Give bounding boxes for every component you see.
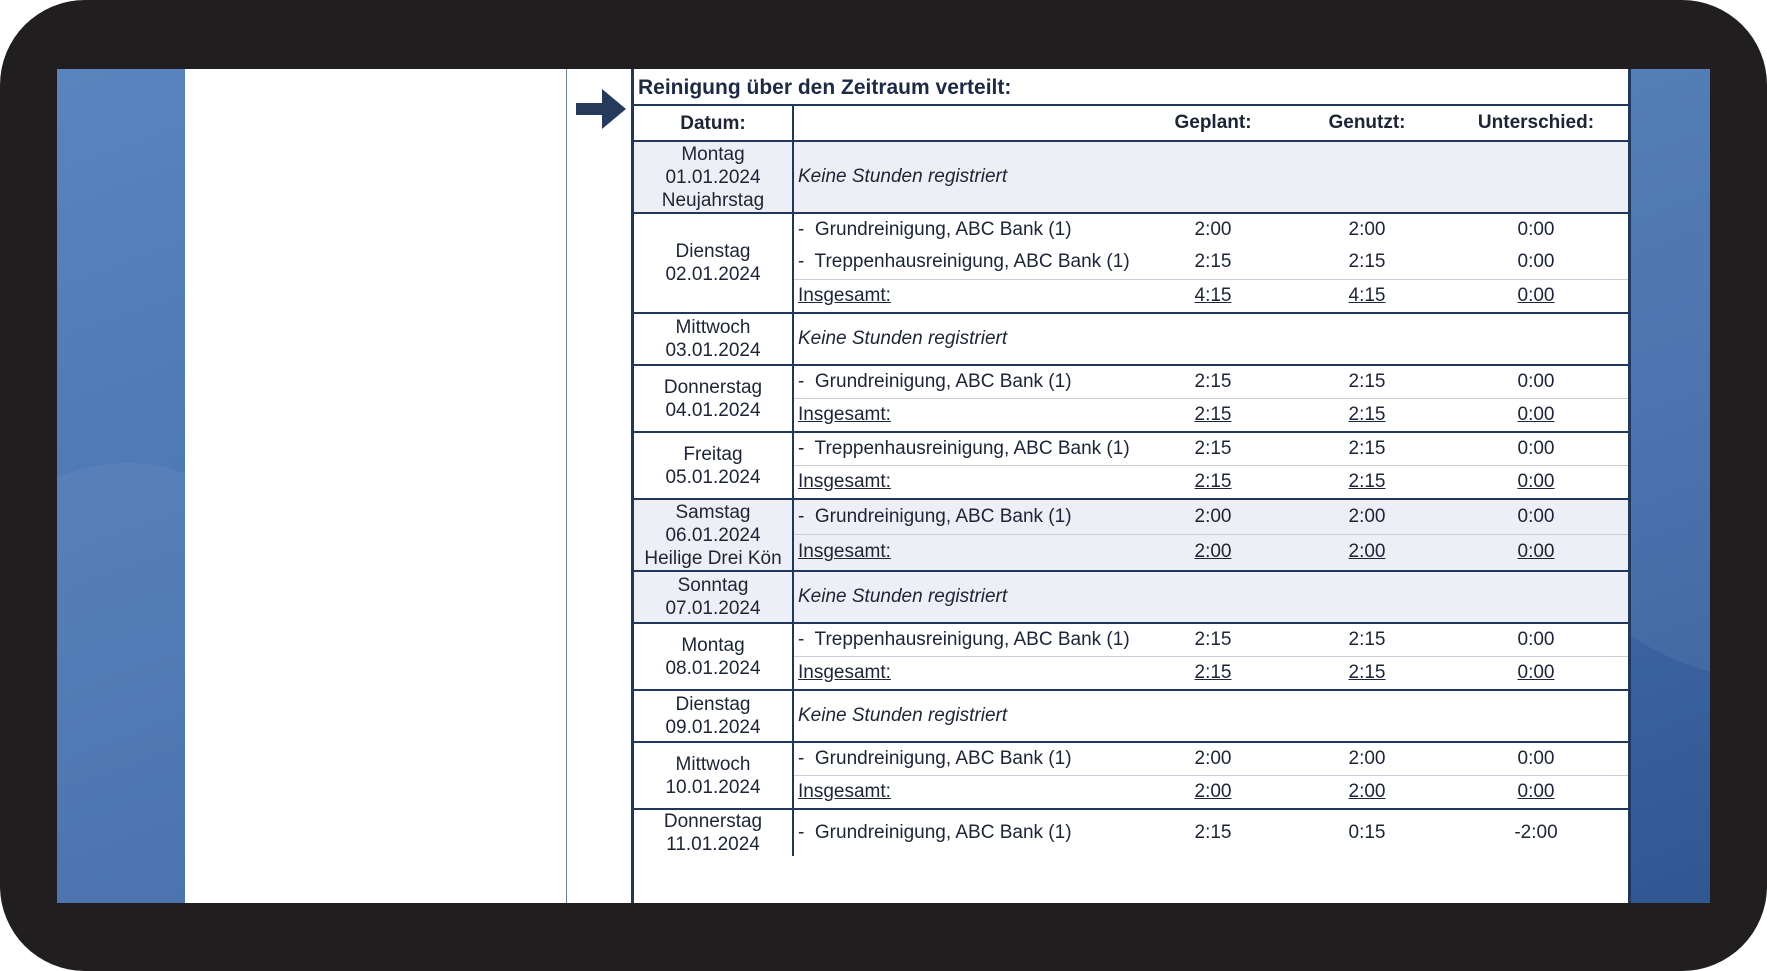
diff-value: 0:00 [1444, 623, 1628, 656]
page-area [185, 69, 1595, 903]
header-datum: Datum: [634, 106, 793, 141]
day-weekday: Montag [681, 634, 745, 656]
total-geplant[interactable]: 2:15 [1194, 661, 1232, 683]
task-cell: - Treppenhausreinigung, ABC Bank (1) [793, 432, 1136, 465]
total-genutzt[interactable]: 2:15 [1348, 470, 1386, 492]
day-holiday: Neujahrstag [661, 189, 765, 211]
geplant-value: 2:00 [1136, 499, 1290, 534]
total-diff[interactable]: 0:00 [1517, 541, 1555, 563]
cleaning-table [634, 106, 1628, 856]
header-unterschied: Unterschied: [1444, 106, 1628, 141]
total-geplant[interactable]: 2:15 [1194, 470, 1232, 492]
geplant-value: 2:15 [1136, 623, 1290, 656]
day-date: 06.01.2024 [665, 524, 761, 546]
task-cell: - Treppenhausreinigung, ABC Bank (1) [793, 623, 1136, 656]
total-genutzt[interactable]: 2:00 [1348, 780, 1386, 802]
task-cell: - Grundreinigung, ABC Bank (1) [793, 365, 1136, 398]
total-genutzt[interactable]: 2:15 [1348, 661, 1386, 683]
day-date: 11.01.2024 [666, 834, 760, 855]
diff-value: 0:00 [1444, 499, 1628, 534]
genutzt-value: 2:15 [1290, 365, 1444, 398]
genutzt-value: 2:15 [1290, 623, 1444, 656]
diff-value: 0:00 [1444, 742, 1628, 775]
task-cell: - Grundreinigung, ABC Bank (1) [793, 809, 1136, 856]
header-geplant: Geplant: [1136, 106, 1290, 141]
day-weekday: Sonntag [677, 575, 749, 596]
total-label[interactable]: Insgesamt: [798, 661, 891, 683]
total-label[interactable]: Insgesamt: [798, 403, 891, 425]
total-genutzt[interactable]: 2:00 [1348, 541, 1386, 563]
total-label[interactable]: Insgesamt: [798, 470, 891, 492]
no-hours-label: Keine Stunden registriert [793, 141, 1628, 213]
geplant-value: 2:00 [1136, 213, 1290, 246]
no-hours-label: Keine Stunden registriert [793, 690, 1628, 742]
diff-value: 0:00 [1444, 213, 1628, 246]
geplant-value: 2:15 [1136, 809, 1290, 856]
day-date-cell [634, 313, 793, 365]
table-row [634, 141, 1628, 213]
sidebar-divider [566, 69, 567, 903]
task-name: Grundreinigung, ABC Bank (1) [814, 822, 1072, 843]
arrow-right-icon [572, 83, 630, 135]
day-date-cell [634, 571, 793, 623]
day-date-cell [634, 499, 793, 571]
day-date-cell [634, 432, 793, 499]
day-weekday: Mittwoch [675, 753, 751, 775]
total-label[interactable]: Insgesamt: [798, 780, 891, 802]
day-weekday: Mittwoch [675, 317, 751, 338]
genutzt-value: 2:00 [1290, 213, 1444, 246]
total-geplant[interactable]: 4:15 [1194, 284, 1232, 306]
task-name: Treppenhausreinigung, ABC Bank (1) [814, 251, 1130, 273]
header-task [793, 106, 1136, 141]
genutzt-value: 2:00 [1290, 499, 1444, 534]
total-geplant[interactable]: 2:00 [1194, 541, 1232, 563]
genutzt-value: 2:15 [1348, 251, 1386, 273]
table-body [634, 141, 1628, 856]
table-row [634, 213, 1628, 246]
day-date-cell [634, 623, 793, 690]
day-date: 09.01.2024 [665, 717, 761, 738]
total-genutzt[interactable]: 4:15 [1348, 284, 1386, 306]
task-cell: - Grundreinigung, ABC Bank (1) [793, 742, 1136, 775]
day-date: 02.01.2024 [665, 264, 761, 285]
total-diff[interactable]: 0:00 [1517, 661, 1555, 683]
day-date: 01.01.2024 [665, 166, 761, 188]
day-weekday: Dienstag [675, 241, 751, 262]
total-genutzt[interactable]: 2:15 [1348, 403, 1386, 425]
geplant-value: 2:00 [1136, 742, 1290, 775]
day-date-cell [634, 690, 793, 742]
panel-title: Reinigung über den Zeitraum verteilt: [634, 69, 1628, 106]
table-row [634, 432, 1628, 465]
table-row [634, 499, 1628, 534]
total-diff[interactable]: 0:00 [1517, 284, 1555, 306]
day-date: 07.01.2024 [665, 598, 761, 619]
geplant-value: 2:15 [1194, 251, 1232, 273]
diff-value: 0:00 [1444, 432, 1628, 465]
day-date: 05.01.2024 [665, 466, 761, 488]
task-cell: - Grundreinigung, ABC Bank (1) [793, 499, 1136, 534]
total-diff[interactable]: 0:00 [1517, 780, 1555, 802]
table-row [634, 809, 1628, 856]
header-genutzt: Genutzt: [1290, 106, 1444, 141]
no-hours-label: Keine Stunden registriert [793, 313, 1628, 365]
day-date-cell [634, 809, 793, 856]
day-date: 03.01.2024 [665, 340, 761, 361]
genutzt-value: 2:00 [1290, 742, 1444, 775]
total-diff[interactable]: 0:00 [1517, 403, 1555, 425]
total-geplant[interactable]: 2:00 [1194, 780, 1232, 802]
screen [57, 69, 1710, 903]
table-row [634, 742, 1628, 775]
table-row [634, 623, 1628, 656]
task-name: Grundreinigung, ABC Bank (1) [814, 219, 1072, 240]
task-name: Grundreinigung, ABC Bank (1) [814, 505, 1072, 527]
total-diff[interactable]: 0:00 [1517, 470, 1555, 492]
task-name: Grundreinigung, ABC Bank (1) [814, 370, 1072, 392]
total-geplant[interactable]: 2:15 [1194, 403, 1232, 425]
total-label[interactable]: Insgesamt: [798, 541, 891, 563]
day-date: 08.01.2024 [665, 657, 761, 679]
day-weekday: Samstag [675, 501, 751, 523]
day-date: 04.01.2024 [665, 399, 761, 421]
day-date-cell [634, 365, 793, 432]
genutzt-value: 0:15 [1290, 809, 1444, 856]
total-label[interactable]: Insgesamt: [798, 284, 891, 306]
task-cell: - Grundreinigung, ABC Bank (1) [793, 213, 1136, 246]
geplant-value: 2:15 [1136, 432, 1290, 465]
diff-value: -2:00 [1444, 809, 1628, 856]
day-date-cell [634, 141, 793, 213]
task-name: Treppenhausreinigung, ABC Bank (1) [814, 437, 1130, 459]
task-cell: - Treppenhausreinigung, ABC Bank (1) [798, 251, 1130, 273]
table-row [634, 571, 1628, 623]
diff-value: 0:00 [1517, 251, 1555, 273]
geplant-value: 2:15 [1136, 365, 1290, 398]
task-name: Grundreinigung, ABC Bank (1) [814, 747, 1072, 769]
task-name: Treppenhausreinigung, ABC Bank (1) [814, 628, 1130, 650]
day-weekday: Donnerstag [663, 811, 763, 832]
day-date: 10.01.2024 [665, 776, 761, 798]
cleaning-period-panel [631, 69, 1631, 903]
day-weekday: Montag [681, 143, 745, 165]
table-row [634, 690, 1628, 742]
day-weekday: Donnerstag [663, 376, 763, 398]
table-row [634, 365, 1628, 398]
no-hours-label: Keine Stunden registriert [793, 571, 1628, 623]
day-weekday: Freitag [683, 443, 743, 465]
day-date-cell [634, 213, 793, 313]
genutzt-value: 2:15 [1290, 432, 1444, 465]
diff-value: 0:00 [1444, 365, 1628, 398]
day-weekday: Dienstag [675, 694, 751, 715]
day-holiday: Heilige Drei Kön [644, 547, 782, 569]
table-row [634, 313, 1628, 365]
day-date-cell [634, 742, 793, 809]
